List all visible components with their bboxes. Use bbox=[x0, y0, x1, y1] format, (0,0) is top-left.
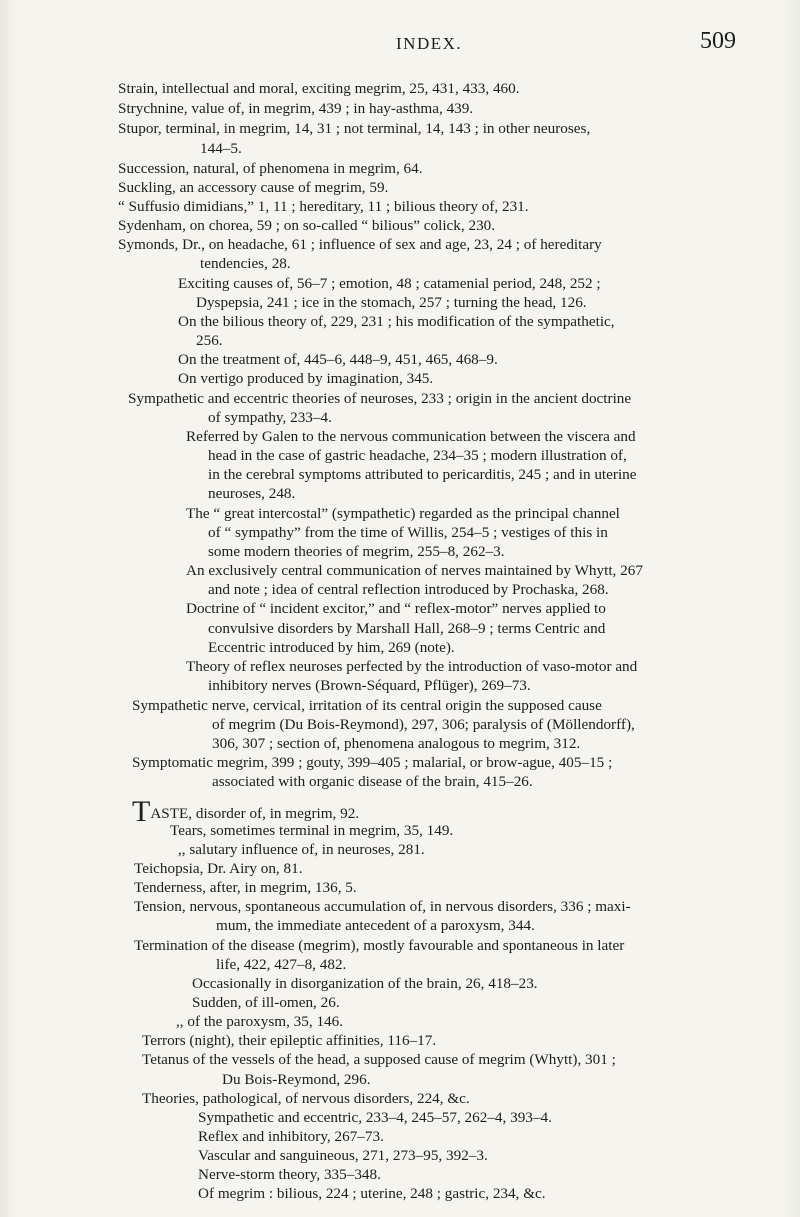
index-line: convulsive disorders by Marshall Hall, 268–9 ; terms Centric and bbox=[208, 620, 606, 637]
index-line: Strain, intellectual and moral, exciting megrim, 25, 431, 433, 460. bbox=[118, 80, 520, 97]
index-line: Sympathetic and eccentric theories of neuroses, 233 ; origin in the ancient doctrine bbox=[128, 390, 632, 407]
index-line: Tears, sometimes terminal in megrim, 35, 149. bbox=[170, 822, 454, 839]
index-line: Dyspepsia, 241 ; ice in the stomach, 257 ; turning the head, 126. bbox=[196, 294, 587, 311]
index-line: Symptomatic megrim, 399 ; gouty, 399–405 ; malarial, or brow-ague, 405–15 ; bbox=[132, 754, 613, 771]
index-line: tendencies, 28. bbox=[200, 255, 291, 272]
index-line: associated with organic disease of the brain, 415–26. bbox=[212, 773, 533, 790]
index-line: Of megrim : bilious, 224 ; uterine, 248 ; gastric, 234, &c. bbox=[198, 1185, 546, 1202]
index-line: 144–5. bbox=[200, 140, 242, 157]
index-line: Teichopsia, Dr. Airy on, 81. bbox=[134, 860, 303, 877]
index-line: Sympathetic and eccentric, 233–4, 245–57, 262–4, 393–4. bbox=[198, 1109, 552, 1126]
index-line: ,, of the paroxysm, 35, 146. bbox=[176, 1013, 344, 1030]
index-line: and note ; idea of central reflection introduced by Prochaska, 268. bbox=[208, 581, 609, 598]
index-line: Doctrine of “ incident excitor,” and “ reflex-motor” nerves applied to bbox=[186, 600, 606, 617]
index-line: Theories, pathological, of nervous disorders, 224, &c. bbox=[142, 1090, 470, 1107]
index-line: Tenderness, after, in megrim, 136, 5. bbox=[134, 879, 357, 896]
index-line: Theory of reflex neuroses perfected by the introduction of vaso-motor and bbox=[186, 658, 638, 675]
drop-cap: T bbox=[132, 795, 151, 828]
running-title: INDEX. bbox=[396, 34, 463, 53]
index-line: On the treatment of, 445–6, 448–9, 451, 465, 468–9. bbox=[178, 351, 498, 368]
index-line: The “ great intercostal” (sympathetic) regarded as the principal channel bbox=[186, 505, 620, 522]
index-line: ,, salutary influence of, in neuroses, 281. bbox=[178, 841, 425, 858]
index-line: Du Bois-Reymond, 296. bbox=[222, 1071, 371, 1088]
index-line: Stupor, terminal, in megrim, 14, 31 ; not terminal, 14, 143 ; in other neuroses, bbox=[118, 120, 591, 137]
index-line-dropcap bbox=[132, 795, 360, 828]
index-line: head in the case of gastric headache, 234–35 ; modern illustration of, bbox=[208, 447, 627, 464]
index-line: of sympathy, 233–4. bbox=[208, 409, 332, 426]
index-line: of megrim (Du Bois-Reymond), 297, 306; paralysis of (Möllendorff), bbox=[212, 716, 635, 733]
index-line: Eccentric introduced by him, 269 (note). bbox=[208, 639, 455, 656]
index-line: inhibitory nerves (Brown-Séquard, Pflüger), 269–73. bbox=[208, 677, 531, 694]
index-line: Sudden, of ill-omen, 26. bbox=[192, 994, 340, 1011]
index-line: of “ sympathy” from the time of Willis, 254–5 ; vestiges of this in bbox=[208, 524, 608, 541]
index-line: Nerve-storm theory, 335–348. bbox=[198, 1166, 381, 1183]
index-line: Tetanus of the vessels of the head, a supposed cause of megrim (Whytt), 301 ; bbox=[142, 1051, 616, 1068]
index-line: Suckling, an accessory cause of megrim, 59. bbox=[118, 179, 389, 196]
index-line: Termination of the disease (megrim), mostly favourable and spontaneous in later bbox=[134, 937, 625, 954]
index-line: Strychnine, value of, in megrim, 439 ; in hay-asthma, 439. bbox=[118, 100, 474, 117]
index-line-text: ASTE, disorder of, in megrim, 92. bbox=[150, 805, 360, 822]
index-line: 306, 307 ; section of, phenomena analogous to megrim, 312. bbox=[212, 735, 581, 752]
index-line: Sydenham, on chorea, 59 ; on so-called “ bilious” colick, 230. bbox=[118, 217, 496, 234]
page-header bbox=[0, 30, 800, 60]
index-line: mum, the immediate antecedent of a paroxysm, 344. bbox=[216, 917, 535, 934]
index-line: some modern theories of megrim, 255–8, 262–3. bbox=[208, 543, 505, 560]
index-line: Succession, natural, of phenomena in megrim, 64. bbox=[118, 160, 423, 177]
index-line: On the bilious theory of, 229, 231 ; his modification of the sympathetic, bbox=[178, 313, 615, 330]
index-line: “ Suffusio dimidians,” 1, 11 ; hereditary, 11 ; bilious theory of, 231. bbox=[118, 198, 529, 215]
index-line: Reflex and inhibitory, 267–73. bbox=[198, 1128, 384, 1145]
index-line: An exclusively central communication of nerves maintained by Whytt, 267 bbox=[186, 562, 643, 579]
index-line: life, 422, 427–8, 482. bbox=[216, 956, 347, 973]
index-line: Occasionally in disorganization of the brain, 26, 418–23. bbox=[192, 975, 538, 992]
index-line: neuroses, 248. bbox=[208, 485, 296, 502]
index-line: Symonds, Dr., on headache, 61 ; influence of sex and age, 23, 24 ; of hereditary bbox=[118, 236, 602, 253]
index-line: On vertigo produced by imagination, 345. bbox=[178, 370, 434, 387]
index-line: Referred by Galen to the nervous communication between the viscera and bbox=[186, 428, 636, 445]
index-line: Tension, nervous, spontaneous accumulation of, in nervous disorders, 336 ; maxi- bbox=[134, 898, 631, 915]
index-line: Exciting causes of, 56–7 ; emotion, 48 ; catamenial period, 248, 252 ; bbox=[178, 275, 601, 292]
index-line: 256. bbox=[196, 332, 223, 349]
page-number: 509 bbox=[700, 28, 736, 54]
index-line: Sympathetic nerve, cervical, irritation of its central origin the supposed cause bbox=[132, 697, 602, 714]
index-line: Terrors (night), their epileptic affinities, 116–17. bbox=[142, 1032, 437, 1049]
index-line: in the cerebral symptoms attributed to pericarditis, 245 ; and in uterine bbox=[208, 466, 637, 483]
index-line: Vascular and sanguineous, 271, 273–95, 392–3. bbox=[198, 1147, 488, 1164]
